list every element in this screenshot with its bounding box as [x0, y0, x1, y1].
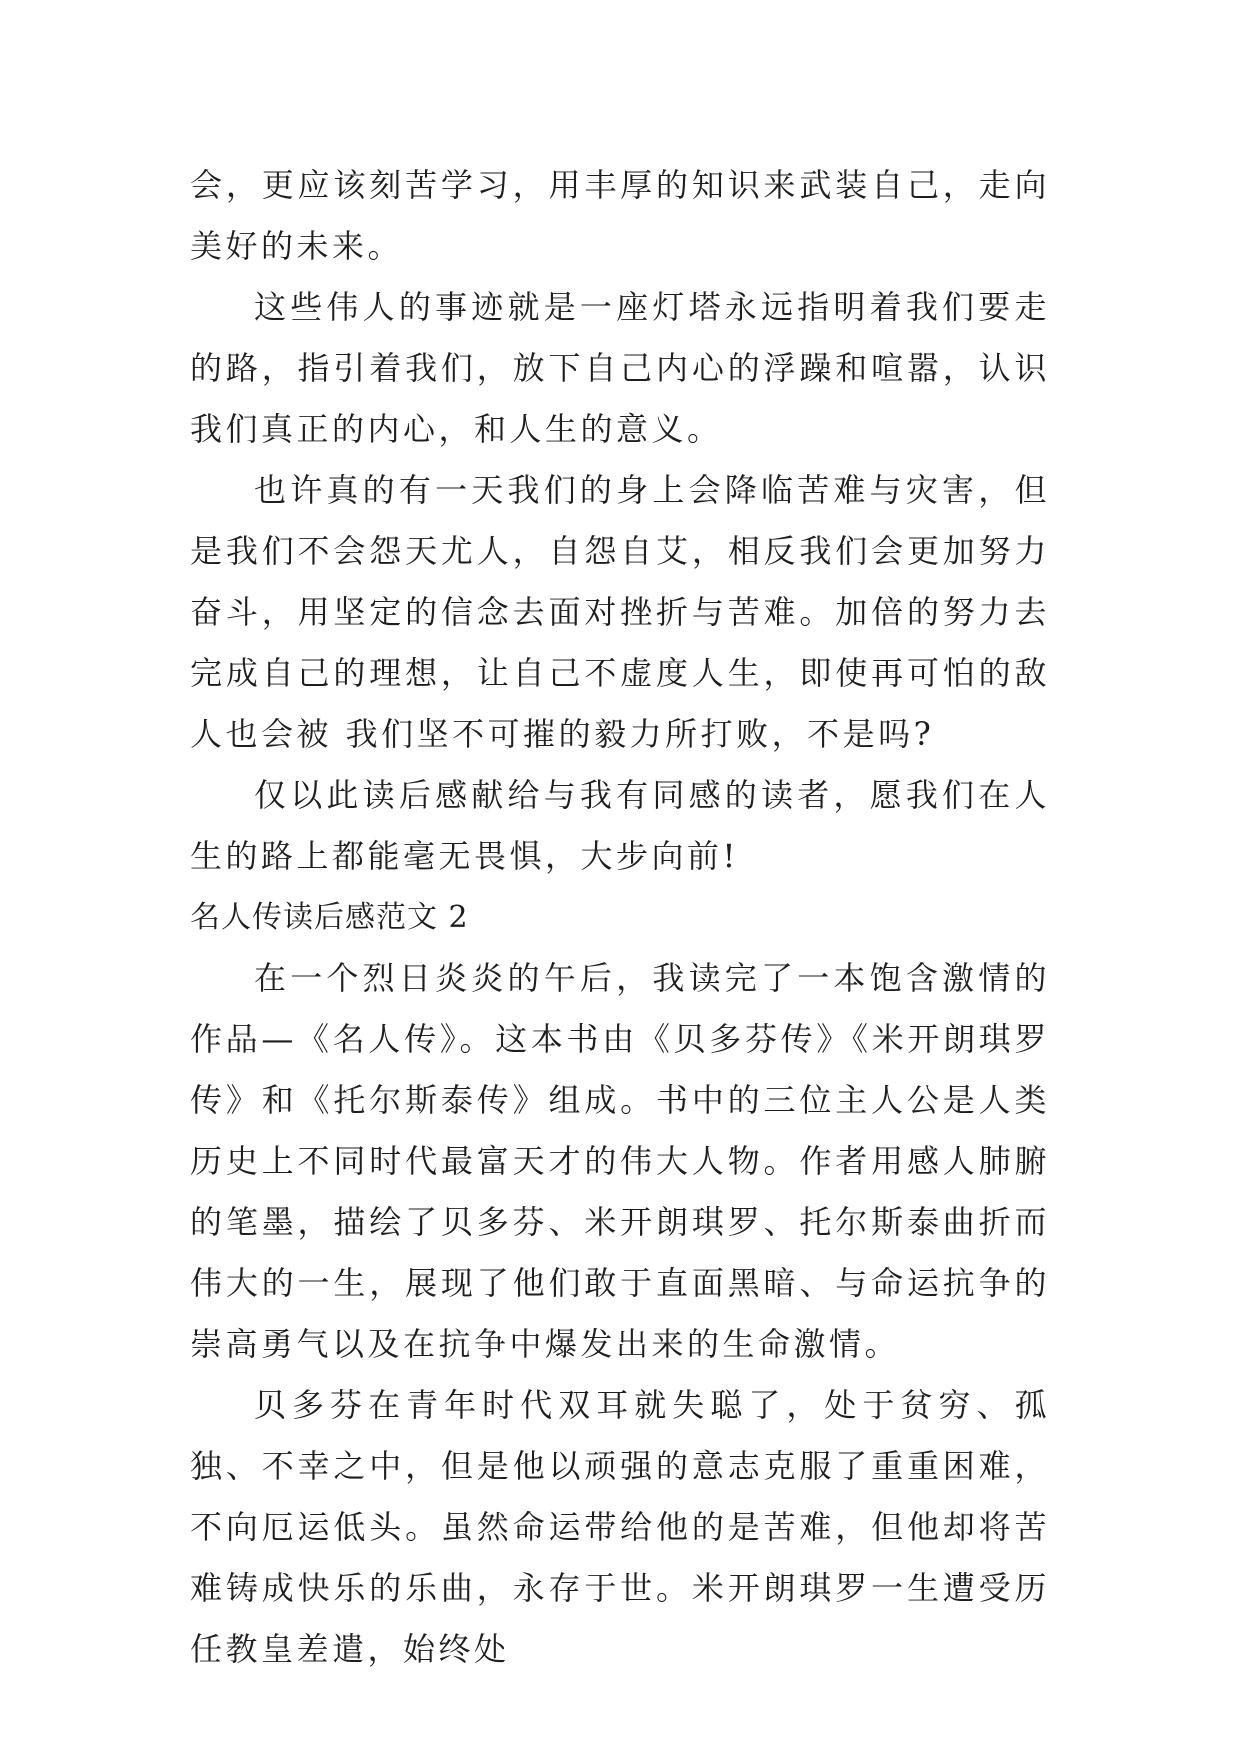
document-body [190, 155, 1050, 1680]
paragraph: 这些伟人的事迹就是一座灯塔永远指明着我们要走的路，指引着我们，放下自己内心的浮躁和喧嚣，认识我们真正的内心，和人生的意义。 [190, 288, 1050, 448]
paragraph: 也许真的有一天我们的身上会降临苦难与灾害，但是我们不会怨天尤人，自怨自艾，相反我们会更加努力奋斗，用坚定的信念去面对挫折与苦难。加倍的努力去完成自己的理想，让自己不虚度人生，即使再可怕的敌人也会被 我们坚不可摧的毅力所打败，不是吗? [190, 471, 1050, 753]
paragraph: 贝多芬在青年时代双耳就失聪了，处于贫穷、孤独、不幸之中，但是他以顽强的意志克服了重重困难，不向厄运低头。虽然命运带给他的是苦难，但他却将苦难铸成快乐的乐曲，永存于世。米开朗琪罗一生遭受历任教皇差遣，始终处 [190, 1386, 1050, 1668]
paragraph: 在一个烈日炎炎的午后，我读完了一本饱含激情的作品—《名人传》。这本书由《贝多芬传》《米开朗琪罗传》和《托尔斯泰传》组成。书中的三位主人公是人类历史上不同时代最富天才的伟大人物。作者用感人肺腑的笔墨，描绘了贝多芬、米开朗琪罗、托尔斯泰曲折而伟大的一生，展现了他们敢于直面黑暗、与命运抗争的崇高勇气以及在抗争中爆发出来的生命激情。 [190, 959, 1050, 1363]
paragraph-continued: 会，更应该刻苦学习，用丰厚的知识来武装自己，走向美好的未来。 [190, 166, 1050, 265]
section-heading: 名人传读后感范文 2 [190, 900, 469, 935]
paragraph: 仅以此读后感献给与我有同感的读者，愿我们在人生的路上都能毫无畏惧，大步向前! [190, 776, 1050, 875]
